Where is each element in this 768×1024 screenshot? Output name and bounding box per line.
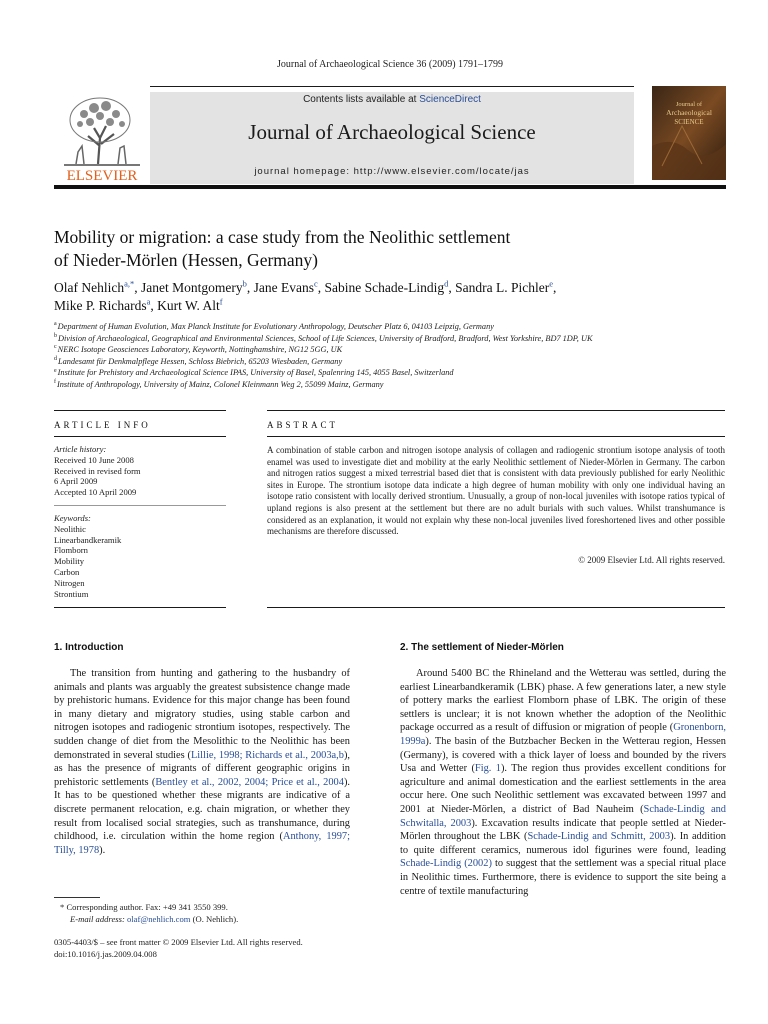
article-info-heading: ARTICLE INFO [54, 420, 151, 430]
affiliation-item [54, 321, 734, 333]
front-matter [54, 937, 454, 960]
text-run: ). Excavation results indicate that people settled at Nieder-Mörlen throughout the LBK ( [400, 817, 727, 843]
journal-homepage[interactable]: journal homepage: http://www.elsevier.com/locate/jas [254, 166, 530, 177]
contents-lists [150, 94, 634, 105]
affiliation-item [54, 379, 734, 391]
author-name: Mike P. Richards [54, 298, 147, 313]
author-affil-link[interactable]: f [219, 296, 223, 307]
text-run: The transition from hunting and gathering to the husbandry of animals and plants was arguably the greatest subsistence change made by prehistoric humans. Evidence for this major change has been found in many dietary and migratory studies, using stable carbon and nitrogen isotopes and radiogenic strontium isotopes, respectively. The sudden change of diet from the Mesolithic to the Neolithic has been demonstrated in several studies ( [54, 668, 350, 761]
section2-body [400, 667, 726, 898]
email-link[interactable]: olaf@nehlich.com [126, 913, 191, 924]
author-affil-link[interactable]: a [146, 296, 151, 307]
author-sep: , [553, 280, 557, 295]
cover-text-3: SCIENCE [674, 118, 704, 126]
affiliation-item [54, 344, 734, 356]
abstract-top-rule [267, 410, 725, 411]
text-run: ). The basin of the Butzbacher Becken in the Wetterau region, Hessen (Germany), is covered with a thick layer of loess and bounded by the rivers Usa and Wetter ( [400, 735, 726, 775]
author-list [54, 279, 714, 315]
header-bottom-rule [54, 185, 726, 189]
article-history [54, 444, 226, 498]
keyword-item: Mobility [54, 556, 85, 567]
article-info-sub-rule [54, 436, 226, 437]
author-name: Sandra L. Pichler [455, 280, 550, 295]
reference-link[interactable]: Fig. 1 [474, 763, 501, 775]
journal-title: Journal of Archaeological Science [248, 120, 536, 144]
affiliation-list [54, 321, 734, 391]
section1-paragraph [54, 667, 350, 857]
elsevier-logo[interactable] [54, 86, 150, 184]
article-info-bottom-rule [54, 607, 226, 608]
section1-body [54, 667, 350, 857]
section2-heading: 2. The settlement of Nieder-Mörlen [400, 642, 564, 653]
author-affil-link[interactable]: b [242, 278, 247, 289]
cover-text-2: Archaeological [666, 108, 712, 117]
affiliation-key: c [54, 344, 57, 351]
cover-text-1: Journal of [675, 101, 703, 108]
author-name: Kurt W. Alt [157, 298, 220, 313]
footnote [60, 902, 350, 925]
abstract-bottom-rule [267, 607, 725, 608]
author-affil-link[interactable]: a,* [124, 278, 135, 289]
author-name: Sabine Schade-Lindig [324, 280, 445, 295]
journal-citation: Journal of Archaeological Science 36 (2009) 1791–1799 [276, 59, 504, 70]
affiliation-item [54, 333, 734, 345]
history-item: Received in revised form [54, 465, 141, 476]
email-suffix: (O. Nehlich). [190, 913, 239, 924]
author-affil-link[interactable]: d [444, 278, 449, 289]
reference-link[interactable]: Schade-Lindig and Schwitalla, 2003 [400, 803, 726, 829]
abstract-heading: ABSTRACT [267, 420, 339, 430]
email-label: E-mail address: [70, 913, 127, 924]
author-name: Olaf Nehlich [54, 280, 125, 295]
affiliation-item [54, 356, 734, 368]
keyword-item: Strontium [54, 588, 89, 599]
keywords [54, 513, 226, 599]
authors-line2 [54, 297, 714, 315]
abstract-copyright: © 2009 Elsevier Ltd. All rights reserved. [578, 555, 725, 565]
reference-link[interactable]: Schade-Lindig (2002) [400, 858, 492, 870]
reference-link[interactable]: Schade-Lindig and Schmitt, 2003 [527, 831, 671, 843]
elsevier-tree-icon [54, 86, 150, 184]
affiliation-text: Department of Human Evolution, Max Planck Institute for Evolutionary Anthropology, Deutscher Platz 6, 04103 Leipzig, Germany [57, 322, 494, 331]
issn-line: 0305-4403/$ – see front matter © 2009 Elsevier Ltd. All rights reserved. [54, 937, 303, 947]
affiliation-key: f [54, 379, 56, 386]
journal-banner [150, 92, 634, 184]
affiliation-text: Division of Archaeological, Geographical and Environmental Sciences, School of Life Sciences, University of Bradford, Bradford, West Yorkshire, BD7 1DP, UK [58, 333, 593, 343]
author-sep: , [134, 280, 142, 295]
author-sep: , [246, 280, 254, 295]
author-name: Janet Montgomery [141, 280, 243, 295]
author-name: Jane Evans [253, 280, 314, 295]
keyword-item: Neolithic [54, 523, 86, 534]
keyword-item: Linearbandkeramik [54, 534, 122, 545]
keyword-item: Carbon [54, 566, 80, 577]
footnote-rule [54, 897, 100, 898]
reference-link[interactable]: Bentley et al., 2002, 2004; Price et al., 2004 [155, 776, 344, 788]
text-run: to suggest that the settlement was a special ritual place in Neolithic times. Furthermore, there is evidence to support the site being a centre of textile manufacturing [400, 858, 726, 897]
corresponding-author: * Corresponding author. Fax: +49 341 3550 399. [60, 902, 228, 912]
text-run: ). In addition to quite different ceramics, numerous idol figurines were found, leading [400, 831, 727, 856]
author-affil-link[interactable]: e [549, 278, 554, 289]
affiliation-text: NERC Isotope Geosciences Laboratory, Keyworth, Nottinghamshire, NG12 5GG, UK [57, 345, 343, 355]
abstract-body: A combination of stable carbon and nitrogen isotope analysis of collagen and radiogenic strontium isotope analysis of tooth enamel was used to investigate diet and mobility at the early Neolithic settlement of Nieder-Mörlen in Germany. The carbon and nitrogen ratios suggest a mixed terrestrial based diet that is consistent with data previously published for early Neolithic sites in Europe. The strontium isotope data indicate a high degree of human mobility with only one individual having an isotope ratio consistent with locally derived strontium. Unusually, a group of non-local juveniles with isotope ratios typical of upland regions is also present at the settlement but there are no adult burials with such values. Whilst transhumance is considered as an explanation, it would not explain why these non-local juveniles lived foreshortened lives and other possible mechanisms are therefore discussed. [267, 445, 725, 537]
journal-cover[interactable] [652, 86, 726, 180]
affiliation-text: Landesamt für Denkmalpflege Hessen, Schloss Biebrich, 65203 Wiesbaden, Germany [58, 356, 343, 366]
text-run: Around 5400 BC the Rhineland and the Wetterau was settled, during the earliest Linearbandkeramik (LBK) phase. A few generations later, a new style of pottery marks the earliest Flomborn phase of LBK. The origin of these settlers is unclear; it is not known whether the adoption of the Neolithic package occurred as a result of diffusion or migration of people ( [400, 668, 726, 734]
sciencedirect-link[interactable]: ScienceDirect [419, 94, 481, 105]
author-affil-link[interactable]: c [313, 278, 318, 289]
affiliation-text: Institute of Anthropology, University of Mainz, Colonel Kleinmann Weg 2, 55099 Mainz, Germany [57, 379, 384, 389]
article-title [54, 226, 714, 272]
history-item: Received 10 June 2008 [54, 454, 134, 465]
affiliation-text: Institute for Prehistory and Archaeological Science IPAS, University of Basel, Spalenring 145, 4055 Basel, Switzerland [57, 368, 454, 378]
text-run: ). [99, 844, 106, 856]
text-run: ). The region thus provides excellent conditions for agriculture and animal domestication and the earliest settlements in the area occur here. One such Neolithic settlement was excavated between 1997 and 2001 at Nieder-Mörlen, a district of Bad Nauheim ( [400, 763, 726, 815]
affiliation-key: a [54, 321, 57, 328]
affiliation-key: e [54, 367, 57, 374]
article-info-top-rule [54, 410, 226, 411]
keyword-item: Flomborn [54, 545, 88, 556]
text-run: ). It has to be questioned whether these migrants are indicative of a discrete permanent relocation, e.g. chain migration, or whether they result from localised social strategies, such as transhumance, during childhood, i.e. circulation within the home region ( [54, 776, 350, 843]
text-run: ), as has the presence of migrants of different geographic origins in prehistoric settlements ( [54, 749, 350, 788]
journal-cover-image [652, 86, 726, 180]
section1-heading: 1. Introduction [54, 642, 124, 653]
author-sep: , [448, 280, 456, 295]
keywords-label: Keywords: [54, 513, 91, 523]
reference-link[interactable]: Anthony, 1997; Tilly, 1978 [54, 831, 350, 856]
history-label: Article history: [54, 444, 107, 454]
affiliation-key: b [54, 332, 57, 339]
affiliation-key: d [54, 356, 57, 363]
reference-link[interactable]: Lillie, 1998; Richards et al., 2003a,b [190, 749, 344, 761]
abstract-sub-rule [267, 436, 725, 437]
doi[interactable]: doi:10.1016/j.jas.2009.04.008 [54, 948, 157, 959]
keyword-item: Nitrogen [54, 577, 85, 588]
reference-link[interactable]: Gronenborn, 1999a [400, 722, 726, 747]
elsevier-wordmark: ELSEVIER [66, 168, 138, 184]
author-sep: , [317, 280, 325, 295]
article-title-line2: of Nieder-Mörlen (Hessen, Germany) [54, 250, 318, 270]
history-item: 6 April 2009 [54, 476, 98, 487]
section2-paragraph [400, 667, 726, 898]
contents-prefix: Contents lists available at [303, 94, 420, 105]
history-item: Accepted 10 April 2009 [54, 487, 137, 498]
affiliation-item [54, 367, 734, 379]
email-line [60, 914, 350, 926]
author-sep: , [150, 298, 158, 313]
keywords-rule [54, 505, 226, 506]
article-title-line1: Mobility or migration: a case study from the Neolithic settlement [54, 227, 511, 247]
authors-line1 [54, 279, 714, 297]
